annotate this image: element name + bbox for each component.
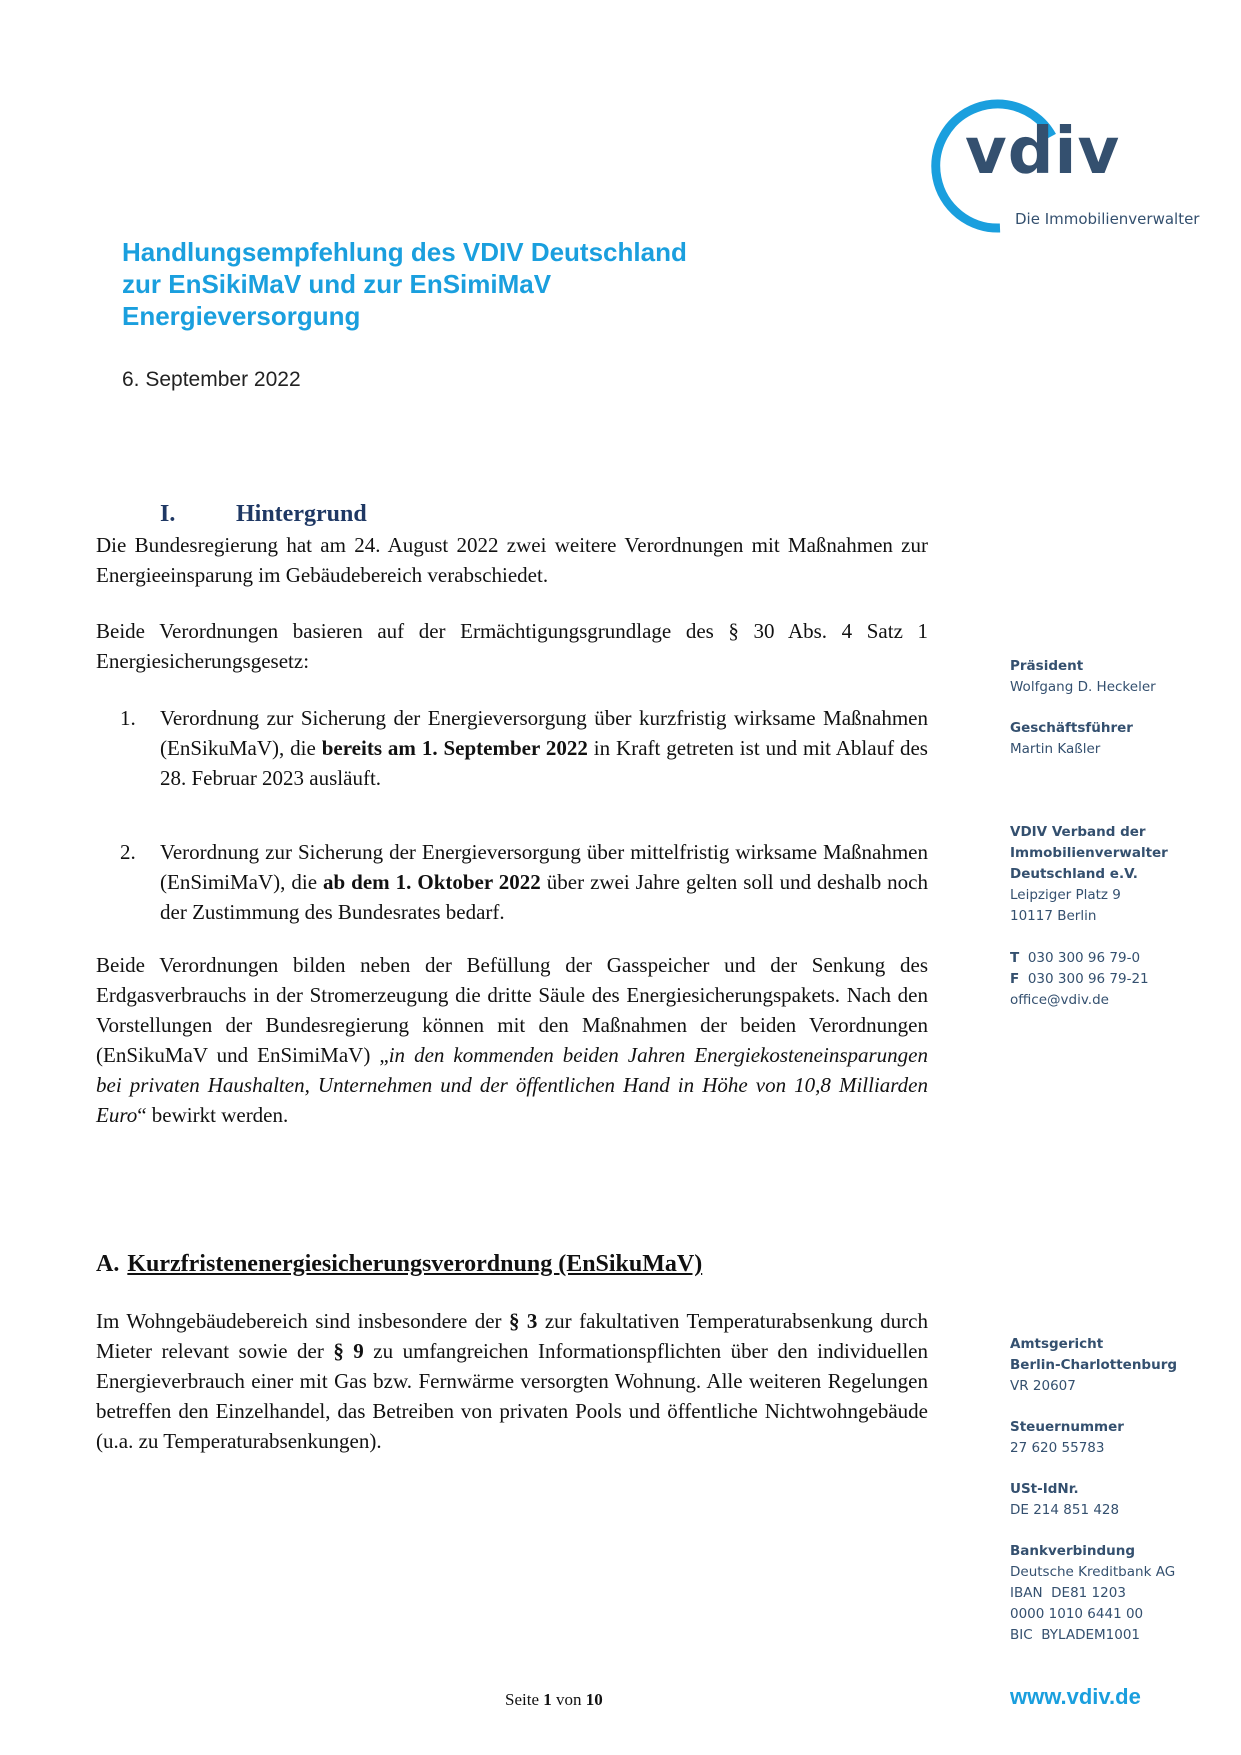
- logo-wordmark: vdiv: [965, 115, 1121, 189]
- sidebar-court: [1010, 1334, 1235, 1397]
- website-link[interactable]: www.vdiv.de: [1010, 1684, 1141, 1709]
- page-of: von: [556, 1690, 582, 1709]
- list-text-bold: ab dem 1. Oktober 2022: [323, 870, 541, 894]
- sidebar-organization: [1010, 822, 1235, 927]
- phone-prefix: T: [1010, 950, 1020, 966]
- section-title: Kurzfristenenergiesicherungsverordnung (EnSikuMaV): [127, 1251, 703, 1277]
- sidebar-label: Präsident: [1010, 658, 1084, 674]
- paragraph-quote: in den kommenden beiden Jahren Energiekosteneinsparungen bei privaten Haushalten, Unternehmen und der öffentlichen Hand in Höhe von 10,8 Milliarden Euro: [96, 1043, 928, 1127]
- sidebar-value: Deutsche Kreditbank AG: [1010, 1564, 1176, 1580]
- list-item: [120, 703, 928, 793]
- ordinance-list: [120, 703, 928, 927]
- title-line: zur EnSikiMaV und zur EnSimiMaV: [122, 269, 552, 299]
- paragraph-legal-basis: Beide Verordnungen basieren auf der Ermächtigungsgrundlage des § 30 Abs. 4 Satz 1 Energiesicherungsgesetz:: [96, 619, 928, 673]
- sidebar-label: USt-IdNr.: [1010, 1481, 1079, 1497]
- sidebar-label: Steuernummer: [1010, 1419, 1124, 1435]
- list-text: Verordnung zur Sicherung der Energieversorgung über mittelfristig wirksame Maßnahmen (EnSimiMaV), die: [160, 840, 928, 894]
- sidebar-value: 27 620 55783: [1010, 1440, 1105, 1456]
- sidebar-value: VR 20607: [1010, 1378, 1076, 1394]
- sidebar-label: Berlin-Charlottenburg: [1010, 1357, 1178, 1373]
- sidebar-leadership: [1010, 656, 1235, 780]
- paragraph-text: Beide Verordnungen bilden neben der Befüllung der Gasspeicher und der Senkung des Erdgasverbrauchs in der Stromerzeugung die dritte Säule des Energiesicherungspakets. Nach den Vorstellungen der Bundesregierung können mit den Maßnahmen der beiden Verordnungen (EnSikuMaV und EnSimiMaV) „: [96, 953, 928, 1067]
- page-number: [505, 1690, 603, 1710]
- sidebar-fax: [1010, 969, 1235, 990]
- list-number: 1.: [120, 706, 136, 730]
- page-label: Seite: [505, 1690, 539, 1709]
- sidebar-label: Immobilienverwalter: [1010, 845, 1168, 861]
- sidebar-bank: [1010, 1541, 1235, 1646]
- paragraph-text: “ bewirkt werden.: [137, 1103, 289, 1127]
- phone-number: 030 300 96 79-0: [1027, 950, 1141, 966]
- sidebar-label: Bankverbindung: [1010, 1543, 1136, 1559]
- page-total: 10: [585, 1690, 603, 1709]
- list-text-bold: bereits am 1. September 2022: [321, 736, 588, 760]
- sidebar-value: Martin Kaßler: [1010, 741, 1101, 757]
- paragraph-bold: § 9: [333, 1339, 364, 1363]
- sidebar-value: Wolfgang D. Heckeler: [1010, 679, 1156, 695]
- list-text: über zwei Jahre gelten soll und deshalb noch der Zustimmung des Bundesrates bedarf.: [160, 870, 928, 924]
- section-heading-hintergrund: [160, 501, 367, 528]
- paragraph-residential: [96, 1306, 928, 1456]
- list-text: in Kraft getreten ist und mit Ablauf des 28. Februar 2023 ausläuft.: [160, 736, 928, 790]
- paragraph-intro: Die Bundesregierung hat am 24. August 2022 zwei weitere Verordnungen mit Maßnahmen zur Energieeinsparung im Gebäudebereich verabschiedet.: [96, 533, 928, 587]
- list-number: 2.: [120, 840, 136, 864]
- sidebar-email-link[interactable]: office@vdiv.de: [1010, 992, 1109, 1008]
- paragraph-text: zu umfangreichen Informationspflichten über den individuellen Energieverbrauch einer mit Gas bzw. Fernwärme versorgten Wohnung. Alle weiteren Regelungen betreffen den Einzelhandel, das Betreiben von privaten Pools und öffentliche Nichtwohngebäude (u.a. zu Temperaturabsenkungen).: [96, 1339, 928, 1453]
- section-title: Hintergrund: [236, 501, 367, 527]
- sidebar-tax-number: [1010, 1417, 1235, 1459]
- sidebar-value: IBAN DE81 1203: [1010, 1585, 1126, 1601]
- sidebar-label: Amtsgericht: [1010, 1336, 1104, 1352]
- sidebar-address: 10117 Berlin: [1010, 908, 1097, 924]
- logo-tagline: Die Immobilienverwalter: [1015, 210, 1200, 228]
- vdiv-logo: [920, 88, 1220, 238]
- section-letter: A.: [96, 1251, 120, 1277]
- sidebar-registration: [1010, 1334, 1235, 1666]
- section-heading-ensikumav: [96, 1251, 702, 1278]
- sidebar-value: 0000 1010 6441 00: [1010, 1606, 1144, 1622]
- sidebar-address: Leipziger Platz 9: [1010, 887, 1121, 903]
- paragraph-energy-package: [96, 950, 928, 1130]
- sidebar-managing-director: [1010, 718, 1235, 760]
- sidebar-value: BIC BYLADEM1001: [1010, 1627, 1141, 1643]
- title-line: Energieversorgung: [122, 301, 361, 331]
- page-current: 1: [543, 1690, 552, 1709]
- sidebar-vat-id: [1010, 1479, 1235, 1521]
- sidebar-value: DE 214 851 428: [1010, 1502, 1120, 1518]
- sidebar-label: Geschäftsführer: [1010, 720, 1133, 736]
- paragraph-bold: § 3: [508, 1309, 538, 1333]
- sidebar-label: VDIV Verband der: [1010, 824, 1146, 840]
- paragraph-text: zur fakultativen Temperaturabsenkung durch Mieter relevant sowie der: [96, 1309, 929, 1363]
- sidebar-contact: [1010, 948, 1235, 1011]
- list-item: [120, 837, 928, 927]
- paragraph-text: Im Wohngebäudebereich sind insbesondere der: [96, 1309, 509, 1333]
- fax-prefix: F: [1010, 971, 1020, 987]
- fax-number: 030 300 96 79-21: [1027, 971, 1149, 987]
- sidebar-label: Deutschland e.V.: [1010, 866, 1138, 882]
- sidebar-phone: [1010, 948, 1235, 969]
- list-text: Verordnung zur Sicherung der Energieversorgung über kurzfristig wirksame Maßnahmen (EnSikuMaV), die: [160, 706, 928, 760]
- section-number: I.: [160, 501, 176, 527]
- sidebar-president: [1010, 656, 1235, 698]
- title-line: Handlungsempfehlung des VDIV Deutschland: [122, 237, 687, 267]
- document-title: [122, 236, 802, 332]
- document-date: 6. September 2022: [122, 368, 301, 391]
